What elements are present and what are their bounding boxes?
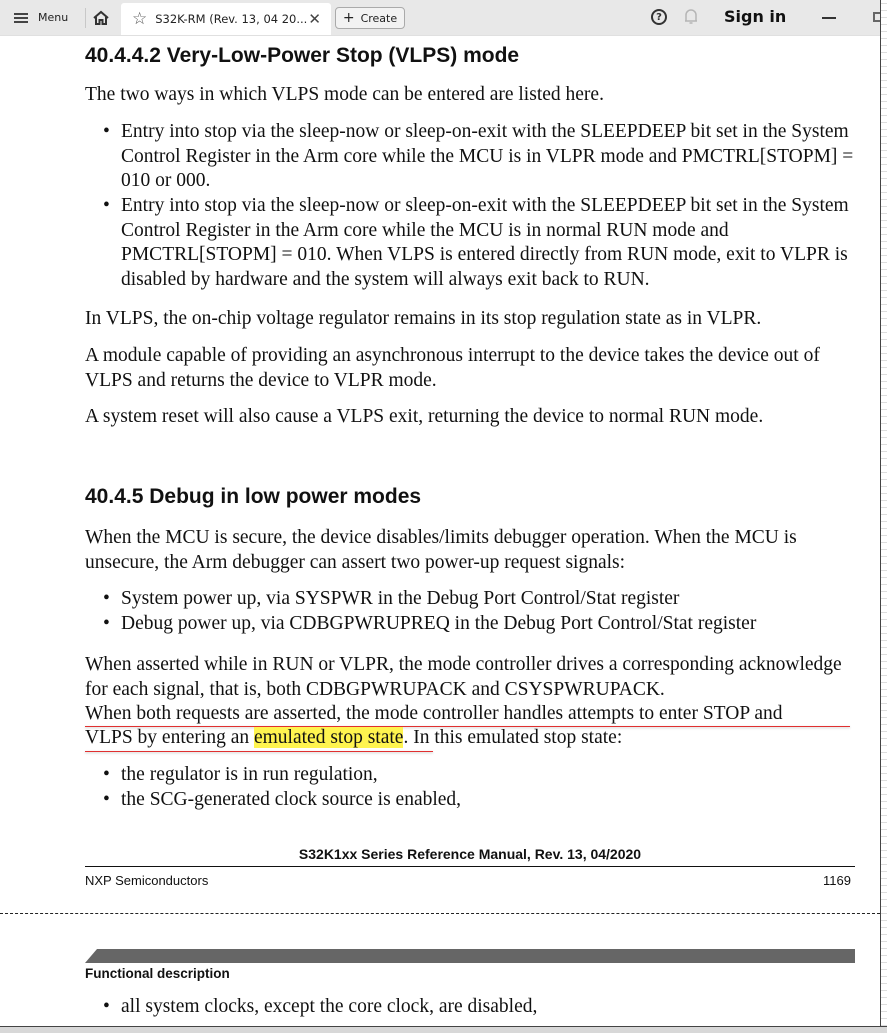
close-tab-icon[interactable]: ✕ bbox=[308, 10, 321, 28]
header-band bbox=[85, 949, 855, 963]
create-button[interactable] bbox=[335, 7, 405, 29]
list-item: • Entry into stop via the sleep-now or sleep-on-exit with the SLEEPDEEP bit set in the System Control Register in the Arm core while the MCU is in normal RUN mode and PMCTRL[STOPM] = 010. When VLPS is entered directly from RUN mode, exit to VLPR is disabled by hardware and the system will always exit back to RUN. bbox=[103, 195, 849, 290]
menu-button[interactable] bbox=[14, 0, 68, 35]
minimize-icon[interactable] bbox=[822, 17, 836, 19]
section-heading-debug: 40.4.5 Debug in low power modes bbox=[85, 485, 422, 508]
annotation-underline bbox=[85, 751, 433, 752]
toolbar-divider bbox=[85, 8, 86, 28]
tab-title: S32K-RM (Rev. 13, 04 20... bbox=[155, 12, 308, 26]
list-item: • Debug power up, via CDBGPWRUPREQ in the Debug Port Control/Stat register bbox=[103, 613, 757, 634]
list-item: • the SCG-generated clock source is enabled, bbox=[103, 789, 462, 810]
app-toolbar bbox=[0, 0, 880, 36]
menu-label: Menu bbox=[38, 11, 69, 24]
list-item: • the regulator is in run regulation, bbox=[103, 764, 378, 785]
vlps-intro: The two ways in which VLPS mode can be entered are listed here. bbox=[85, 84, 604, 105]
debug-intro: When the MCU is secure, the device disables/limits debugger operation. When the MCU is unsecure, the Arm debugger can assert two power-up request signals: bbox=[85, 527, 797, 573]
footer-rule bbox=[85, 866, 855, 867]
page-break bbox=[0, 913, 880, 914]
debug-para-ack: When asserted while in RUN or VLPR, the mode controller drives a corresponding acknowledge for each signal, that is, both CDBGPWRUPACK and CSYSPWRUPACK. bbox=[85, 654, 842, 700]
footer-title: S32K1xx Series Reference Manual, Rev. 13, 04/2020 bbox=[298, 846, 642, 862]
highlighted-text[interactable]: emulated stop state bbox=[253, 727, 404, 748]
document-page bbox=[0, 36, 880, 1026]
hamburger-icon bbox=[14, 13, 28, 23]
section-heading-vlps: 40.4.4.2 Very-Low-Power Stop (VLPS) mode bbox=[85, 44, 520, 67]
running-header: Functional description bbox=[85, 966, 230, 981]
debug-para-emulated-line2: VLPS by entering an emulated stop state. In this emulated stop state: bbox=[85, 727, 623, 748]
sign-in-button[interactable]: Sign in bbox=[724, 7, 787, 26]
bell-icon[interactable] bbox=[684, 8, 698, 30]
plus-icon: + bbox=[342, 10, 355, 26]
tab-document[interactable] bbox=[121, 3, 331, 35]
torn-edge-right bbox=[880, 0, 887, 1032]
vlps-para-reset: A system reset will also cause a VLPS exit, returning the device to normal RUN mode. bbox=[85, 406, 764, 427]
help-icon[interactable]: ? bbox=[651, 9, 667, 25]
footer-company: NXP Semiconductors bbox=[85, 873, 209, 888]
list-item: • all system clocks, except the core clock, are disabled, bbox=[103, 996, 538, 1017]
vlps-para-regulator: In VLPS, the on-chip voltage regulator remains in its stop regulation state as in VLPR. bbox=[85, 308, 762, 329]
list-item: • System power up, via SYSPWR in the Debug Port Control/Stat register bbox=[103, 588, 680, 609]
debug-para-emulated-line1: When both requests are asserted, the mode controller handles attempts to enter STOP and bbox=[85, 703, 783, 724]
star-icon[interactable]: ☆ bbox=[132, 9, 148, 29]
create-label: Create bbox=[360, 11, 398, 25]
home-button[interactable] bbox=[91, 8, 111, 28]
list-item: • Entry into stop via the sleep-now or sleep-on-exit with the SLEEPDEEP bit set in the System Control Register in the Arm core while the MCU is in VLPR mode and PMCTRL[STOPM] = 010 or 000. bbox=[103, 121, 854, 191]
page-number: 1169 bbox=[823, 873, 851, 888]
vlps-para-interrupt: A module capable of providing an asynchronous interrupt to the device takes the device out of VLPS and returns the device to VLPR mode. bbox=[85, 345, 820, 391]
home-icon bbox=[92, 10, 110, 26]
